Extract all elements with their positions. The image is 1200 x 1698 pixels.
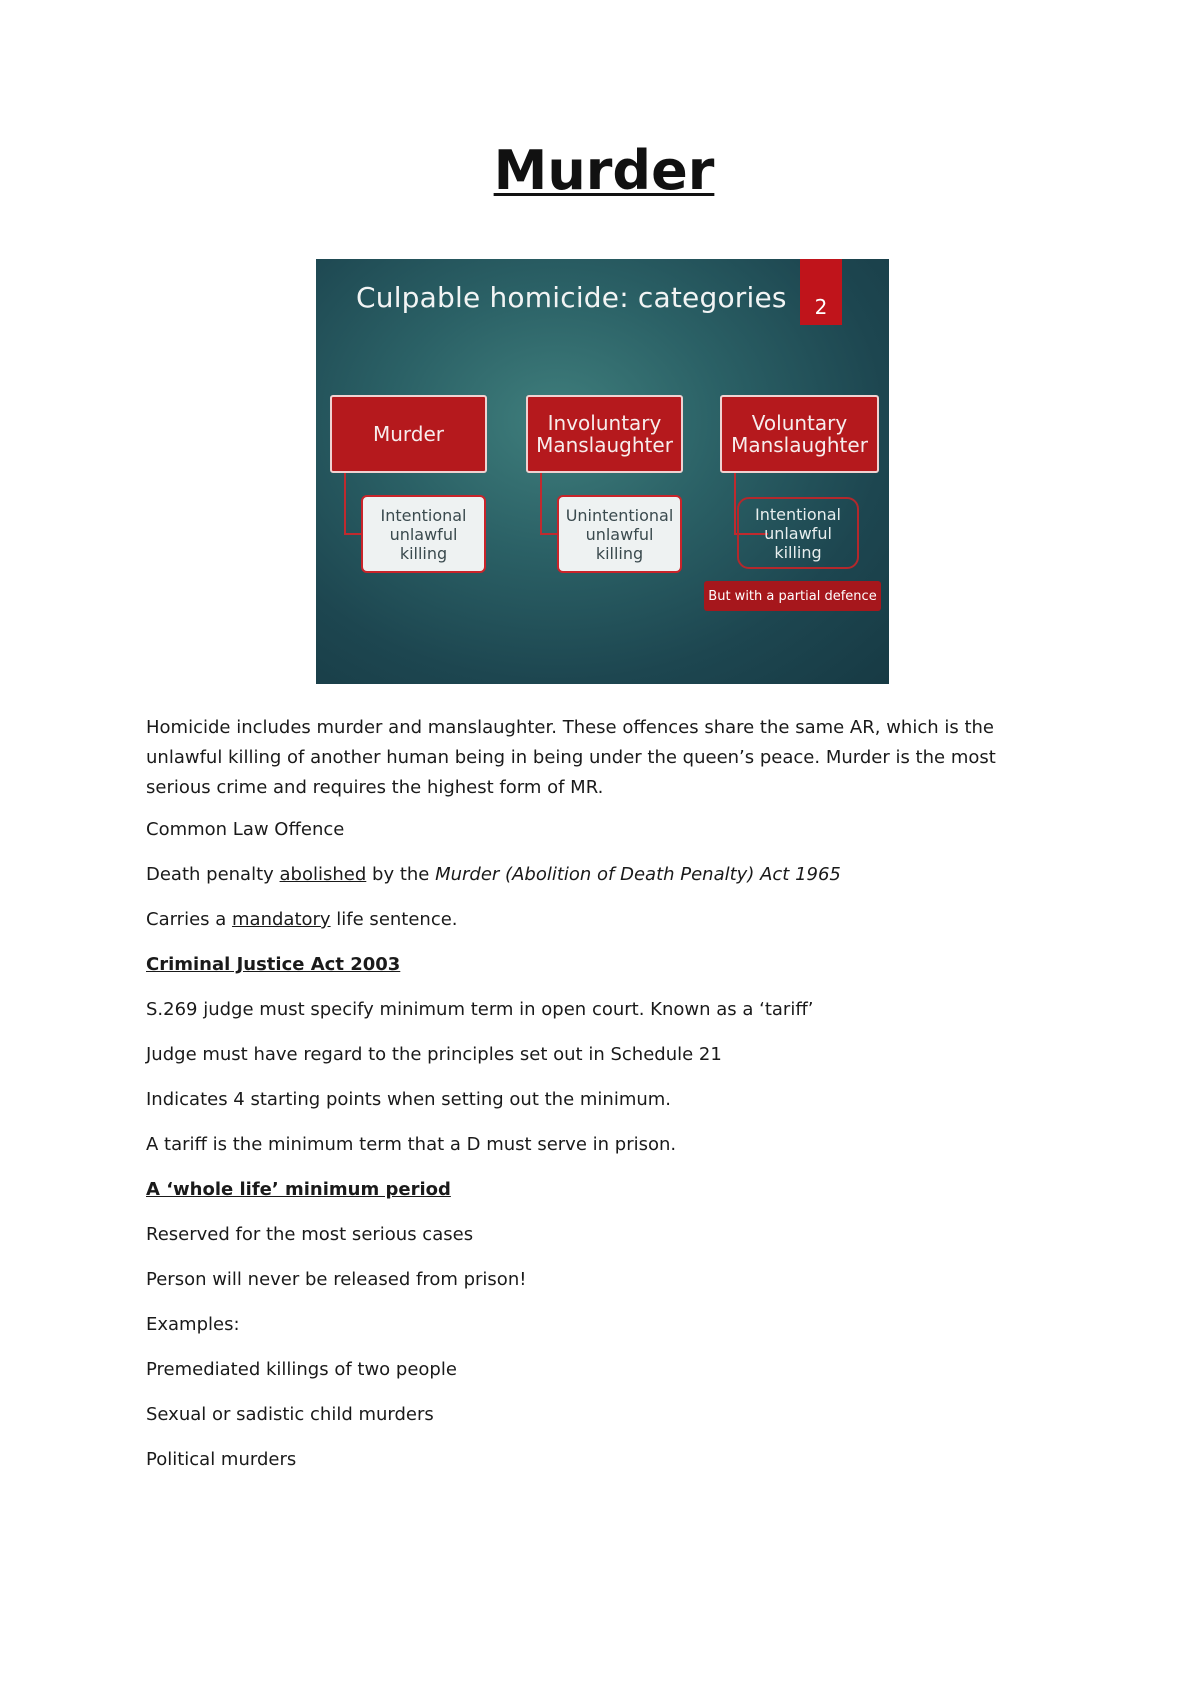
page-title: Murder — [493, 139, 715, 202]
slide-number-badge: 2 — [800, 259, 842, 325]
partial-defence-note: But with a partial defence — [704, 581, 881, 611]
category-label: Murder — [372, 422, 445, 446]
cja-line: Judge must have regard to the principles set out in Schedule 21 — [146, 1044, 722, 1065]
category-label: Involuntary — [547, 411, 662, 435]
intro-paragraph: Homicide includes murder and manslaughter. These offences share the same AR, which is the unlawful killing of another human being in being under the queen’s peace. Murder is the most serious crime and requires the highest form of MR. — [146, 717, 996, 798]
slide-image — [316, 259, 889, 684]
cja-line: A tariff is the minimum term that a D must serve in prison. — [146, 1134, 677, 1155]
text-span: Death penalty — [146, 864, 280, 885]
whole-life-line: Political murders — [146, 1449, 297, 1470]
category-label: Manslaughter — [731, 433, 868, 457]
slide-title: Culpable homicide: categories — [356, 281, 787, 314]
underlined-word: mandatory — [232, 909, 331, 930]
act-name: Murder (Abolition of Death Penalty) Act 1965 — [435, 864, 841, 885]
document-body — [146, 713, 1046, 1490]
category-murder — [330, 395, 487, 473]
whole-life-line: Examples: — [146, 1314, 240, 1335]
description-involuntary-manslaughter: Unintentional unlawful killing — [557, 495, 682, 573]
category-label: Voluntary — [751, 411, 848, 435]
description-murder: Intentional unlawful killing — [361, 495, 486, 573]
description-voluntary-manslaughter: Intentional unlawful killing — [737, 497, 859, 569]
whole-life-line: Premediated killings of two people — [146, 1359, 457, 1380]
cja-line: S.269 judge must specify minimum term in open court. Known as a ‘tariff’ — [146, 999, 814, 1020]
whole-life-line: Reserved for the most serious cases — [146, 1224, 474, 1245]
sentence-line — [146, 905, 1046, 935]
underlined-word: abolished — [279, 864, 367, 885]
whole-life-heading: A ‘whole life’ minimum period — [146, 1179, 451, 1200]
category-involuntary-manslaughter — [526, 395, 683, 473]
cja-line: Indicates 4 starting points when setting out the minimum. — [146, 1089, 672, 1110]
common-law-line: Common Law Offence — [146, 819, 345, 840]
category-voluntary-manslaughter — [720, 395, 879, 473]
text-span: life sentence. — [330, 909, 458, 930]
text-span: Carries a — [146, 909, 233, 930]
text-span: by the — [366, 864, 436, 885]
whole-life-line: Person will never be released from prison! — [146, 1269, 527, 1290]
cja-heading: Criminal Justice Act 2003 — [146, 954, 401, 975]
death-penalty-line — [146, 860, 1046, 890]
category-label: Manslaughter — [536, 433, 673, 457]
whole-life-line: Sexual or sadistic child murders — [146, 1404, 434, 1425]
